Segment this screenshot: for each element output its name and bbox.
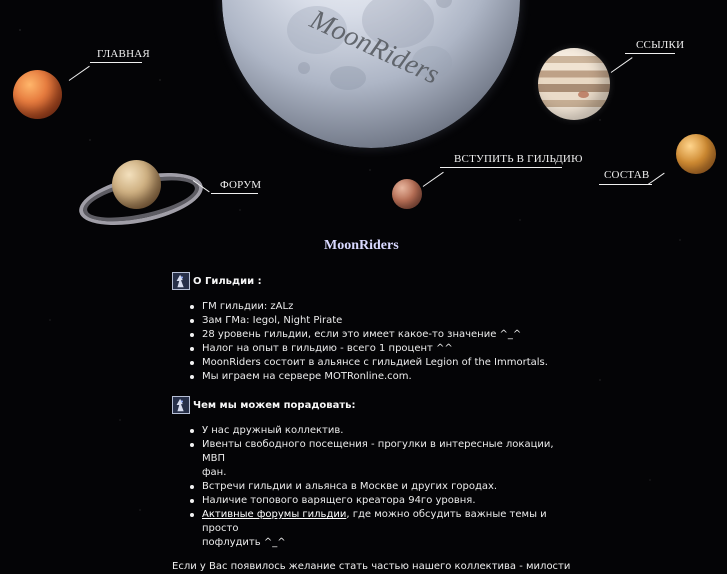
list-item: 28 уровень гильдии, если это имеет какое-то значение ^_^	[190, 328, 558, 342]
saturn-planet	[112, 160, 161, 209]
wizard-icon	[172, 396, 190, 414]
nav-join-pointer	[423, 172, 444, 187]
list-item	[190, 508, 558, 550]
nav-join-link[interactable]: ВСТУПИТЬ В ГИЛЬДИЮ	[454, 153, 583, 165]
offer-list	[172, 424, 558, 550]
offer-section	[172, 396, 558, 550]
about-section	[172, 272, 558, 384]
list-item: ГМ гильдии: zALz	[190, 300, 558, 314]
venus-planet	[676, 134, 716, 174]
wizard-icon	[172, 272, 190, 290]
jupiter-planet	[538, 48, 610, 120]
list-item-continuation: пофлудить ^_^	[202, 537, 286, 548]
nav-forum-link[interactable]: ФОРУМ	[220, 179, 262, 191]
list-item-text: Ивенты свободного посещения - прогулки в интересные локации, МВП	[202, 439, 554, 464]
list-item: Мы играем на сервере MOTRonline.com.	[190, 370, 558, 384]
mars-planet	[13, 70, 62, 119]
nav-main-pointer	[69, 66, 90, 81]
about-heading: О Гильдии :	[193, 276, 262, 287]
nav-join-line	[440, 167, 562, 168]
list-item: MoonRiders состоит в альянсе с гильдией Legion of the Immortals.	[190, 356, 558, 370]
list-item: У нас дружный коллектив.	[190, 424, 558, 438]
about-heading-row	[172, 272, 558, 292]
list-item	[190, 438, 558, 480]
nav-main-line	[90, 62, 142, 63]
main-content	[172, 238, 571, 574]
nav-roster-link[interactable]: СОСТАВ	[604, 169, 650, 181]
small-planet	[392, 179, 422, 209]
list-item: Зам ГМа: Iegol, Night Pirate	[190, 314, 558, 328]
guild-forum-link-suffix: , где можно обсудить важные темы и просто	[202, 509, 547, 534]
list-item-continuation: фан.	[202, 467, 227, 478]
svg-text:MoonRiders: MoonRiders	[305, 3, 444, 91]
offer-heading-row	[172, 396, 558, 416]
nav-main-link[interactable]: ГЛАВНАЯ	[97, 48, 150, 60]
nav-links-link[interactable]: ССЫЛКИ	[636, 39, 685, 51]
list-item: Встречи гильдии и альянса в Москве и других городах.	[190, 480, 558, 494]
list-item: Наличие топового варящего креатора 94го уровня.	[190, 494, 558, 508]
offer-heading: Чем мы можем порадовать:	[193, 400, 356, 411]
about-list	[172, 300, 558, 384]
nav-links-pointer	[611, 57, 633, 73]
nav-roster-line	[599, 184, 652, 185]
bottom-text: Если у Вас появилось желание стать частью нашего коллектива - милости	[172, 561, 571, 572]
nav-roster-pointer	[648, 173, 665, 185]
list-item: Налог на опыт в гильдию - всего 1 процент ^^	[190, 342, 558, 356]
nav-forum-line	[211, 193, 258, 194]
nav-links-line	[625, 53, 675, 54]
guild-forum-link[interactable]: Активные форумы гильдии	[202, 509, 347, 520]
page-title: MoonRiders	[324, 238, 399, 253]
moon-logo-image	[222, 0, 520, 148]
